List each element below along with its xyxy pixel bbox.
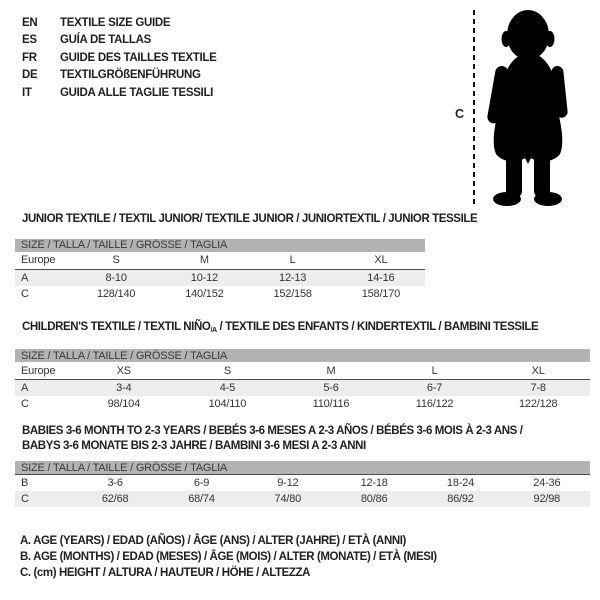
babies-size-table [15, 461, 590, 507]
size-column-header: XS [72, 362, 176, 380]
language-title: GUÍA DE TALLAS [60, 34, 151, 47]
title-subscript: /A [210, 325, 217, 334]
size-value: 98/104 [107, 398, 141, 411]
language-row [22, 32, 217, 50]
section-title-line [22, 439, 590, 454]
size-value: 140/152 [185, 287, 224, 300]
language-code: DE [22, 69, 38, 82]
size-value: 116/122 [415, 398, 454, 411]
size-header-bar-label: SIZE / TALLA / TAILLE / GRÖSSE / TAGLIA [15, 239, 425, 252]
title-text: / TEXTILE DES ENFANTS / KINDERTEXTIL / BAMBINI TESSILE [216, 321, 539, 333]
size-column-header: M [279, 362, 383, 380]
size-header-bar [15, 461, 590, 475]
baby-silhouette-icon [480, 8, 592, 208]
size-column-header: L [383, 362, 487, 380]
column-header-row [15, 252, 425, 270]
size-value: 10-12 [160, 269, 248, 286]
row-label: A [15, 269, 72, 286]
size-value: 68/74 [158, 491, 244, 507]
size-value: 86/92 [417, 491, 503, 507]
language-row [22, 49, 217, 67]
row-label: B [21, 477, 29, 489]
size-value: 6-7 [383, 380, 487, 397]
size-value: 6-9 [193, 477, 210, 489]
column-header-row [15, 362, 590, 380]
language-title: GUIDE DES TAILLES TEXTILE [60, 51, 217, 64]
size-value: 3-4 [72, 380, 176, 397]
language-title: TEXTILGRÖßENFÜHRUNG [60, 69, 201, 82]
size-header-bar-label: SIZE / TALLA / TAILLE / GRÖSSE / TAGLIA [15, 461, 590, 475]
legend-line-c: C. (cm) HEIGHT / ALTURA / HAUTEUR / HÖHE / ALTEZZA [20, 567, 311, 579]
row-label: A [15, 380, 72, 397]
height-measure-dotted-line [473, 10, 475, 207]
title-text: BABIES 3-6 MONTH TO 2-3 YEARS / BEBÉS 3-6 MESES A 2-3 AÑOS / BÉBÉS 3-6 MOIS À 2-3 ANS / [22, 425, 523, 437]
size-value: 3-6 [107, 477, 123, 489]
size-column-header: M [160, 252, 248, 270]
size-value: 12-13 [249, 269, 337, 286]
size-value: 152/158 [273, 287, 312, 300]
legend-line-b: B. AGE (MONTHS) / EDAD (MESES) / ÂGE (MOIS) / ALTER (MONATE) / ETÀ (MESI) [20, 551, 437, 563]
section-title-line [22, 320, 590, 337]
size-value: 128/140 [96, 287, 136, 300]
size-header-bar [15, 239, 425, 252]
language-code: ES [22, 34, 37, 47]
row-label: C [21, 398, 29, 411]
title-text: JUNIOR TEXTILE / TEXTIL JUNIOR/ TEXTILE JUNIOR / JUNIORTEXTIL / JUNIOR TESSILE [22, 213, 478, 225]
section-title-line [22, 424, 590, 439]
language-row [22, 67, 217, 85]
babies-textile-title [22, 424, 590, 453]
size-value: 74/80 [245, 491, 331, 507]
language-guide [22, 14, 217, 102]
size-row-C [15, 396, 590, 412]
size-column-header: S [176, 362, 280, 380]
childrens-textile-title [22, 320, 590, 337]
size-value: 18-24 [446, 477, 475, 489]
babies-textile-section [15, 424, 590, 507]
title-text: CHILDREN'S TEXTILE / TEXTIL NIÑO [22, 321, 211, 333]
size-value: 4-5 [176, 380, 280, 397]
size-value: 24-36 [533, 477, 561, 489]
size-value: 80/86 [331, 491, 417, 507]
size-value: 8-10 [72, 269, 160, 286]
size-row-A [15, 380, 590, 397]
junior-textile-title [22, 212, 477, 227]
size-header-bar-label: SIZE / TALLA / TAILLE / GRÖSSE / TAGLIA [15, 349, 590, 362]
size-value: 62/68 [72, 491, 158, 507]
size-value: 14-16 [337, 269, 425, 286]
size-value: 104/110 [208, 398, 247, 411]
language-code: FR [22, 51, 37, 64]
legend [20, 533, 437, 581]
junior-textile-section [15, 212, 477, 302]
size-row-A [15, 269, 425, 286]
language-row [22, 84, 217, 102]
height-label-c: C [455, 107, 465, 121]
size-value: 7-8 [486, 380, 590, 397]
size-value: 12-18 [360, 477, 388, 489]
size-column-header: L [249, 252, 337, 270]
size-header-bar [15, 349, 590, 362]
junior-size-table [15, 239, 425, 302]
region-label: Europe [15, 362, 72, 380]
size-value: 122/128 [519, 398, 558, 411]
row-label: C [15, 491, 72, 507]
size-value: 92/98 [504, 491, 590, 507]
size-value: 5-6 [279, 380, 383, 397]
size-row-C [15, 286, 425, 302]
language-row [22, 14, 217, 32]
language-code: EN [22, 16, 38, 29]
region-label: Europe [15, 252, 72, 270]
childrens-textile-section [15, 320, 590, 412]
size-column-header: XL [337, 252, 425, 270]
language-title: TEXTILE SIZE GUIDE [60, 16, 171, 29]
size-column-header: S [72, 252, 160, 270]
row-label: C [21, 287, 29, 300]
size-value: 9-12 [277, 477, 299, 489]
size-row-B [15, 475, 590, 492]
childrens-size-table [15, 349, 590, 412]
language-code: IT [22, 86, 32, 99]
title-text: BABYS 3-6 MONATE BIS 2-3 JAHRE / BAMBINI 3-6 MESI A 2-3 ANNI [22, 439, 366, 452]
size-column-header: XL [486, 362, 590, 380]
language-title: GUIDA ALLE TAGLIE TESSILI [60, 86, 214, 99]
legend-line-a: A. AGE (YEARS) / EDAD (AÑOS) / ÂGE (ANS) / ALTER (JAHRE) / ETÀ (ANNI) [20, 535, 406, 547]
size-value: 158/170 [361, 287, 401, 300]
size-value: 110/116 [312, 398, 350, 411]
size-row-C [15, 491, 590, 507]
section-title-line [22, 212, 477, 227]
